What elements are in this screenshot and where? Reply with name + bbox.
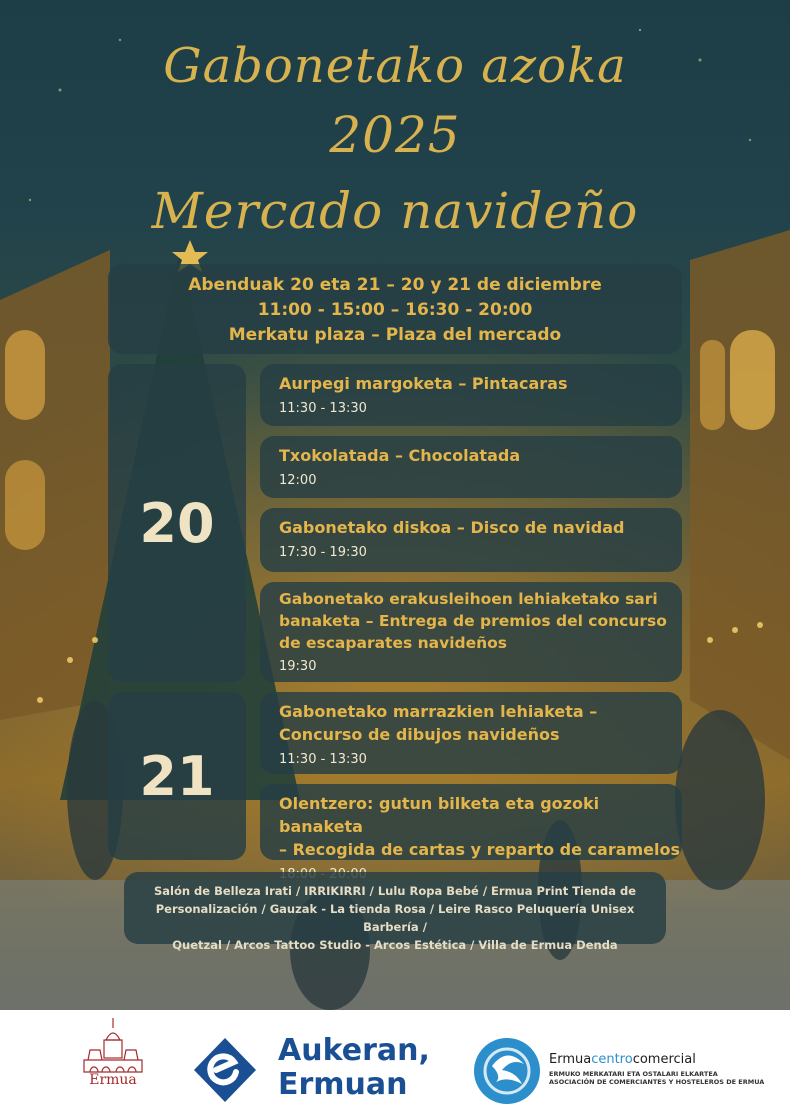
day-20-box [108,364,246,682]
sponsors-line: Personalización / Gauzak - La tienda Rosa / Leire Rasco Peluquería Unisex Barbería / [155,902,635,934]
ermua-association-subtitle [549,1070,764,1086]
sponsors-text [124,882,666,954]
sponsors-line: Salón de Belleza Irati / IRRIKIRRI / Lulu Ropa Bebé / Ermua Print Tienda de [153,884,637,898]
event-item [260,582,682,682]
event-place: Merkatu plaza – Plaza del mercado [228,325,562,345]
poster-title-line3: Mercado navideño [151,182,639,240]
event-time: 17:30 - 19:30 [279,545,367,560]
event-info-box [108,264,682,354]
ermua-centro-comercial-swirl-icon [472,1036,542,1106]
event-time: 12:00 [279,473,317,488]
aukeran-line2: Ermuan [278,1067,408,1102]
event-name: Gabonetako diskoa – Disco de navidad [279,518,625,537]
ermua-centro-comercial-wordmark [549,1052,696,1067]
cc-name-part2: centro [591,1052,633,1067]
event-item [260,784,682,860]
event-time: 11:30 - 13:30 [279,401,367,416]
event-dates: Abenduak 20 eta 21 – 20 y 21 de diciembre [188,275,602,295]
event-time: 11:30 - 13:30 [279,752,367,767]
event-name-line: de escaparates navideños [279,634,508,652]
event-name: Aurpegi margoketa – Pintacaras [279,374,568,393]
event-name-line: Olentzero: gutun bilketa eta gozoki banaketa [279,794,600,836]
cc-name-part1: Ermua [549,1052,592,1067]
event-name-line: – Recogida de cartas y reparto de caramelos [279,840,681,859]
poster-title-year: 2025 [329,106,461,164]
cc-name-part3: comercial [632,1052,696,1067]
event-name-line: Concurso de dibujos navideños [279,725,560,744]
aukeran-line1: Aukeran, [278,1033,430,1068]
event-time: 19:30 [279,659,317,674]
event-name-line: banaketa – Entrega de premios del concurso [279,612,667,630]
event-item [260,364,682,426]
event-name-line: Gabonetako erakusleihoen lehiaketako sari [279,590,658,608]
event-item [260,436,682,498]
event-name [279,588,682,654]
sponsors-box [124,872,666,952]
sponsors-line: Quetzal / Arcos Tattoo Studio - Arcos Estética / Villa de Ermua Denda [172,938,618,952]
aukeran-e-logo-icon [194,1038,256,1102]
event-item [260,692,682,774]
event-name [279,792,682,861]
event-item [260,508,682,572]
day-number: 21 [139,744,215,808]
cc-sub-line: ERMUKO MERKATARI ETA OSTALARI ELKARTEA [549,1070,718,1078]
day-number: 20 [139,491,215,555]
cc-sub-line: ASOCIACIÓN DE COMERCIANTES Y HOSTELEROS DE ERMUA [549,1078,765,1086]
ermua-logo-text: Ermua [89,1072,137,1088]
event-name: Txokolatada – Chocolatada [279,446,521,465]
poster-title-line1: Gabonetako azoka [163,38,627,94]
event-name-line: Gabonetako marrazkien lehiaketa – [279,702,598,721]
event-hours: 11:00 - 15:00 – 16:30 - 20:00 [257,300,533,320]
day-21-box [108,692,246,860]
event-name [279,700,682,746]
aukeran-ermuan-wordmark [278,1034,430,1102]
